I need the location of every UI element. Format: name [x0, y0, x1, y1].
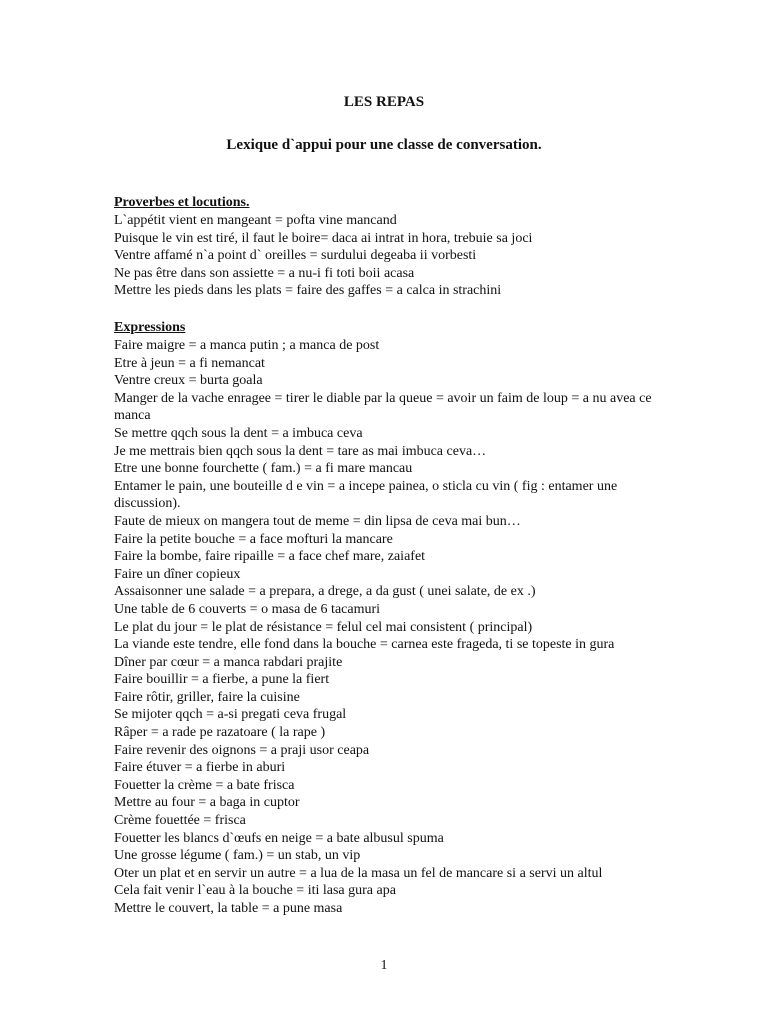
list-item: Faire bouillir = a fierbe, a pune la fiert	[114, 672, 330, 688]
list-item: Oter un plat et en servir un autre = a lua de la masa un fel de mancare si a servi un altul	[114, 865, 603, 881]
proverbs-list	[114, 212, 659, 300]
list-item: Ventre creux = burta goala	[114, 373, 263, 389]
list-item: Crème fouettée = frisca	[114, 813, 246, 829]
list-item: Mettre au four = a baga in cuptor	[114, 795, 300, 811]
page-subtitle: Lexique d`appui pour une classe de conversation.	[226, 137, 542, 153]
expressions-list	[114, 337, 659, 918]
list-item: Dîner par cœur = a manca rabdari prajite	[114, 654, 343, 670]
list-item: La viande este tendre, elle fond dans la bouche = carnea este frageda, ti se topeste in gura	[114, 637, 615, 653]
list-item: Ne pas être dans son assiette = a nu-i fi toti boii acasa	[114, 265, 415, 281]
list-item: L`appétit vient en mangeant = pofta vine mancand	[114, 213, 397, 228]
list-item: Etre une bonne fourchette ( fam.) = a fi mare mancau	[114, 461, 413, 477]
list-item: Le plat du jour = le plat de résistance = felul cel mai consistent ( principal)	[114, 619, 533, 635]
list-item: Une table de 6 couverts = o masa de 6 tacamuri	[114, 601, 381, 617]
list-item: Une grosse légume ( fam.) = un stab, un vip	[114, 848, 361, 864]
list-item: Râper = a rade pe razatoare ( la rape )	[114, 725, 326, 741]
list-item: Mettre les pieds dans les plats = faire des gaffes = a calca in strachini	[114, 283, 502, 299]
list-item: Assaisonner une salade = a prepara, a drege, a da gust ( unei salate, de ex .)	[114, 584, 536, 600]
list-item: Entamer le pain, une bouteille d e vin = a incepe painea, o sticla cu vin ( fig : entamer une discussion).	[114, 478, 618, 512]
list-item: Je me mettrais bien qqch sous la dent = tare as mai imbuca ceva…	[114, 443, 487, 459]
list-item: Puisque le vin est tiré, il faut le boire= daca ai intrat in hora, trebuie sa joci	[114, 230, 533, 246]
list-item: Faute de mieux on mangera tout de meme = din lipsa de ceva mai bun…	[114, 513, 521, 529]
list-item: Faire la petite bouche = a face mofturi la mancare	[114, 531, 393, 547]
list-item: Fouetter les blancs d`œufs en neige = a bate albusul spuma	[114, 830, 444, 846]
list-item: Manger de la vache enragee = tirer le diable par la queue = avoir un faim de loup = a nu avea ce manca	[114, 390, 652, 424]
list-item: Faire un dîner copieux	[114, 566, 241, 582]
page-number: 1	[380, 958, 388, 973]
list-item: Faire rôtir, griller, faire la cuisine	[114, 689, 300, 705]
list-item: Se mettre qqch sous la dent = a imbuca ceva	[114, 425, 363, 441]
page-title: LES REPAS	[343, 94, 425, 110]
list-item: Faire la bombe, faire ripaille = a face chef mare, zaiafet	[114, 549, 426, 565]
list-item: Faire revenir des oignons = a praji usor ceapa	[114, 742, 370, 758]
list-item: Faire maigre = a manca putin ; a manca de post	[114, 338, 380, 353]
list-item: Cela fait venir l`eau à la bouche = iti lasa gura apa	[114, 883, 396, 899]
list-item: Ventre affamé n`a point d` oreilles = surdului degeaba ii vorbesti	[114, 248, 477, 264]
list-item: Faire étuver = a fierbe in aburi	[114, 760, 286, 776]
list-item: Mettre le couvert, la table = a pune masa	[114, 901, 343, 916]
list-item: Se mijoter qqch = a-si pregati ceva frugal	[114, 707, 347, 723]
list-item: Etre à jeun = a fi nemancat	[114, 355, 265, 371]
list-item: Fouetter la crème = a bate frisca	[114, 777, 295, 793]
expressions-heading: Expressions	[114, 320, 186, 335]
proverbs-heading: Proverbes et locutions.	[114, 195, 250, 210]
